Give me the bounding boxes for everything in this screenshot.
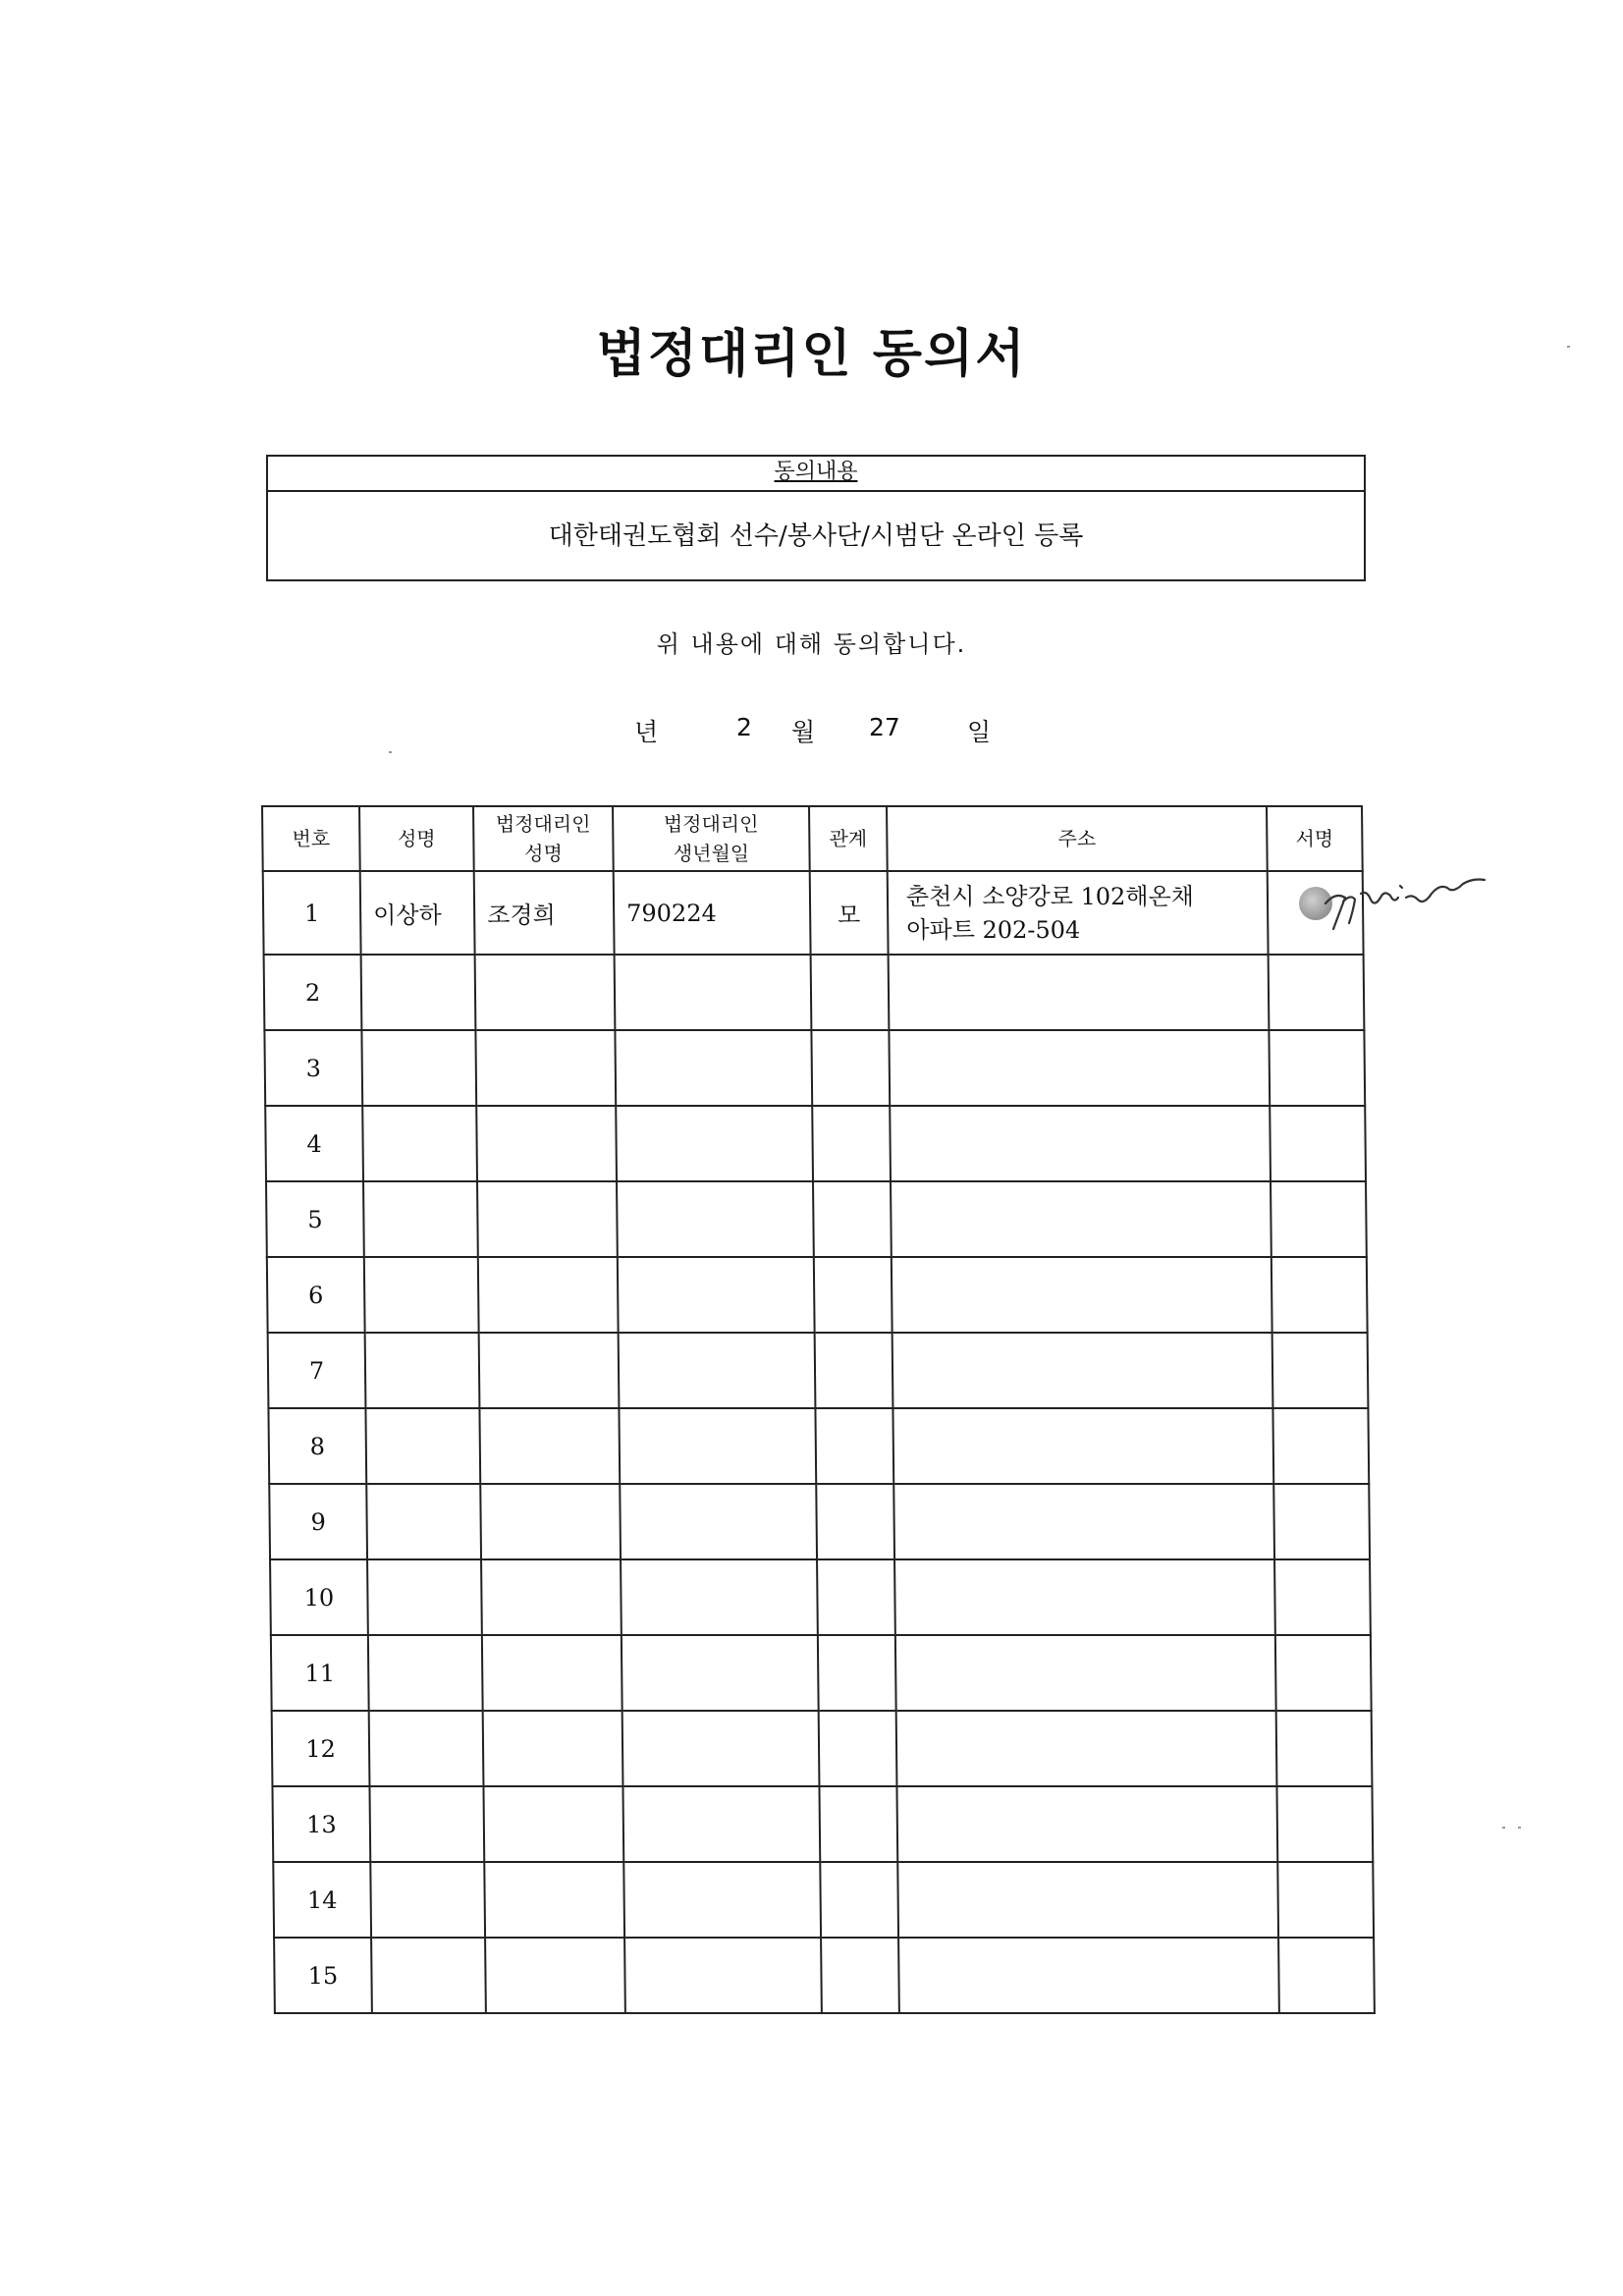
cell-signature [1272, 1333, 1369, 1408]
cell-relation [817, 1559, 895, 1635]
cell-guardian-name [475, 1030, 616, 1106]
table-row [264, 1030, 1365, 1106]
scan-speck [1567, 346, 1570, 348]
handwritten-signature [1316, 864, 1492, 943]
document-title: 법정대리인 동의서 [596, 325, 1027, 384]
cell-signature [1269, 1030, 1365, 1106]
cell-relation [818, 1635, 896, 1711]
date-year-label: 년 [634, 718, 659, 746]
header-guardian-name-line1: 법정대리인 [495, 812, 591, 836]
cell-signature [1270, 1106, 1366, 1181]
cell-no: 4 [265, 1106, 363, 1181]
table-row [268, 1408, 1369, 1484]
cell-relation [813, 1181, 892, 1257]
cell-name [371, 1938, 486, 2013]
cell-guardian-birth [617, 1181, 814, 1257]
header-guardian-birth-line1: 법정대리인 [663, 812, 759, 836]
table-row [270, 1559, 1371, 1635]
cell-address-line1: 춘천시 소양강로 102해온채 [905, 882, 1195, 910]
scan-speck [1502, 1827, 1505, 1829]
table-row [265, 1106, 1366, 1181]
cell-guardian-name [483, 1711, 623, 1786]
cell-guardian-birth [623, 1862, 821, 1938]
header-guardian-name [473, 806, 614, 871]
cell-name [370, 1862, 485, 1938]
cell-no: 10 [270, 1559, 368, 1635]
date-day-value: 27 [869, 713, 900, 741]
cell-address [888, 871, 1269, 955]
cell-relation [812, 1106, 891, 1181]
cell-no: 12 [272, 1711, 370, 1786]
cell-guardian-birth [622, 1635, 819, 1711]
cell-guardian-name [479, 1333, 620, 1408]
cell-signature [1274, 1559, 1371, 1635]
cell-no: 1 [263, 871, 361, 955]
cell-address [895, 1635, 1276, 1711]
cell-no: 8 [268, 1408, 366, 1484]
cell-signature [1273, 1484, 1370, 1559]
cell-address [893, 1408, 1273, 1484]
cell-address [889, 1030, 1270, 1106]
table-row [268, 1333, 1369, 1408]
cell-relation [815, 1408, 893, 1484]
cell-no: 15 [274, 1938, 372, 2013]
cell-signature [1275, 1635, 1372, 1711]
cell-name [365, 1333, 480, 1408]
cell-guardian-name [478, 1257, 619, 1333]
cell-guardian-name: 조경희 [474, 871, 615, 955]
cell-no: 5 [266, 1181, 364, 1257]
table-row [263, 871, 1364, 955]
table-header-row [262, 806, 1363, 871]
cell-address [890, 1106, 1271, 1181]
cell-guardian-name [483, 1786, 623, 1862]
cell-no: 13 [272, 1786, 370, 1862]
cell-guardian-birth [621, 1559, 818, 1635]
cell-relation [811, 1030, 890, 1106]
cell-guardian-name [482, 1635, 622, 1711]
cell-guardian-name [485, 1938, 625, 2013]
table-row [269, 1484, 1370, 1559]
header-guardian-name-line2: 성명 [524, 842, 563, 865]
cell-relation [821, 1938, 899, 2013]
cell-no: 9 [269, 1484, 367, 1559]
cell-no: 11 [271, 1635, 369, 1711]
header-no: 번호 [262, 806, 360, 871]
table-row [272, 1786, 1373, 1862]
cell-relation [815, 1333, 893, 1408]
scan-speck [1518, 1827, 1521, 1829]
cell-guardian-name [476, 1106, 617, 1181]
cell-name [369, 1711, 484, 1786]
cell-guardian-name [475, 955, 616, 1030]
cell-name [361, 955, 476, 1030]
cell-guardian-name [480, 1484, 621, 1559]
date-month-label: 월 [791, 718, 816, 746]
date-day-label: 일 [967, 718, 992, 746]
cell-name [365, 1408, 480, 1484]
cell-address [893, 1484, 1274, 1559]
header-guardian-birth-line2: 생년월일 [673, 842, 750, 865]
cell-name [366, 1484, 481, 1559]
header-guardian-birth [613, 806, 810, 871]
cell-signature [1271, 1181, 1367, 1257]
table-row [272, 1711, 1373, 1786]
cell-guardian-birth: 790224 [614, 871, 811, 955]
cell-no: 3 [264, 1030, 362, 1106]
cell-signature [1276, 1786, 1373, 1862]
consent-box [266, 455, 1366, 581]
cell-guardian-birth [619, 1408, 816, 1484]
table-row [266, 1181, 1367, 1257]
cell-relation [811, 955, 890, 1030]
cell-guardian-birth [615, 1030, 812, 1106]
cell-address [896, 1711, 1277, 1786]
cell-address [898, 1938, 1279, 2013]
cell-guardian-name [484, 1862, 624, 1938]
consent-header [268, 457, 1364, 492]
cell-signature [1278, 1938, 1375, 2013]
table-row [267, 1257, 1368, 1333]
cell-address [896, 1786, 1277, 1862]
cell-address [893, 1333, 1273, 1408]
cell-guardian-birth [616, 1106, 813, 1181]
cell-name [364, 1257, 479, 1333]
cell-guardian-birth [615, 955, 812, 1030]
scan-speck [389, 751, 392, 753]
cell-no: 2 [264, 955, 362, 1030]
cell-relation [819, 1786, 897, 1862]
cell-guardian-birth [618, 1257, 815, 1333]
cell-no: 6 [267, 1257, 365, 1333]
cell-name [367, 1559, 482, 1635]
registration-table [261, 805, 1376, 2014]
header-relation: 관계 [809, 806, 888, 871]
date-month-value: 2 [736, 713, 752, 741]
cell-address [897, 1862, 1278, 1938]
cell-guardian-birth [619, 1333, 816, 1408]
cell-relation [819, 1711, 897, 1786]
consent-body: 대한태권도협회 선수/봉사단/시범단 온라인 등록 [548, 521, 1084, 551]
cell-address [891, 1181, 1271, 1257]
cell-address [892, 1257, 1272, 1333]
cell-signature [1277, 1862, 1374, 1938]
cell-address-line2: 아파트 202-504 [906, 915, 1081, 944]
cell-name [369, 1786, 484, 1862]
cell-name [362, 1106, 477, 1181]
cell-guardian-birth [622, 1786, 820, 1862]
cell-relation: 모 [810, 871, 889, 955]
cell-guardian-birth [622, 1711, 820, 1786]
cell-guardian-birth [624, 1938, 822, 2013]
cell-name [363, 1181, 478, 1257]
cell-address [894, 1559, 1275, 1635]
cell-name [368, 1635, 483, 1711]
cell-relation [814, 1257, 893, 1333]
cell-no: 14 [273, 1862, 371, 1938]
cell-name: 이상하 [360, 871, 475, 955]
cell-signature [1271, 1257, 1368, 1333]
cell-relation [816, 1484, 894, 1559]
cell-no: 7 [268, 1333, 366, 1408]
table-row [264, 955, 1365, 1030]
header-signature: 서명 [1267, 806, 1363, 871]
header-name: 성명 [359, 806, 474, 871]
cell-signature [1269, 955, 1365, 1030]
cell-signature [1276, 1711, 1373, 1786]
cell-relation [820, 1862, 898, 1938]
consent-header-label: 동의내용 [774, 460, 858, 484]
table-row [273, 1862, 1374, 1938]
cell-guardian-name [477, 1181, 618, 1257]
cell-signature [1272, 1408, 1369, 1484]
cell-address [889, 955, 1270, 1030]
cell-guardian-name [481, 1559, 622, 1635]
table-row [274, 1938, 1375, 2013]
cell-guardian-name [479, 1408, 620, 1484]
cell-name [361, 1030, 476, 1106]
header-address: 주소 [887, 806, 1268, 871]
cell-guardian-birth [620, 1484, 817, 1559]
table-row [271, 1635, 1372, 1711]
agree-statement: 위 내용에 대해 동의합니다. [656, 630, 967, 658]
